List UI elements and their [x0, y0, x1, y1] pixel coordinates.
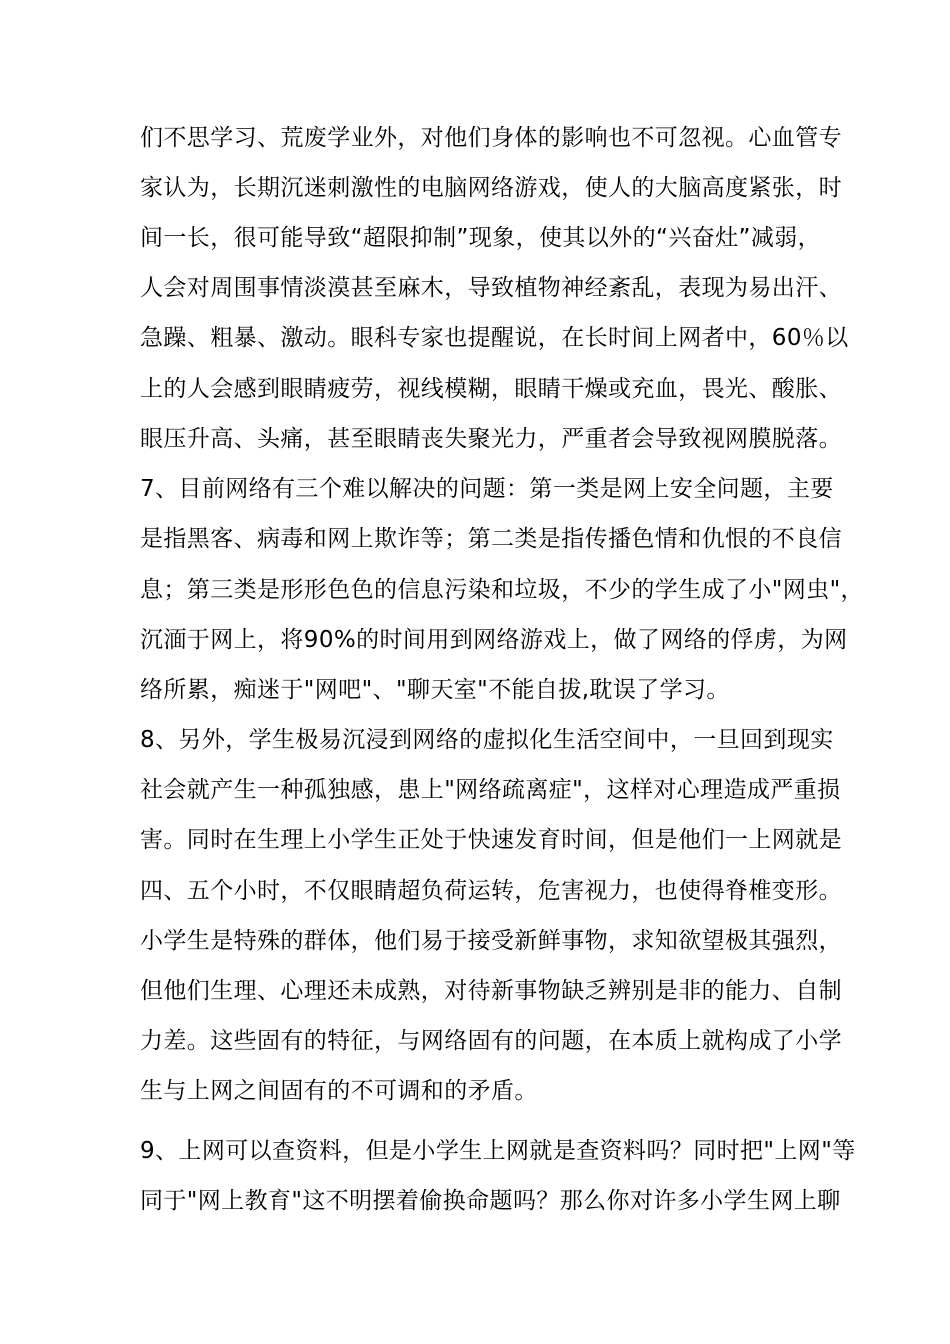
text-line: 8、另外，学生极易沉浸到网络的虚拟化生活空间中，一旦回到现实: [140, 727, 834, 753]
text-line: 上的人会感到眼睛疲劳，视线模糊，眼睛干燥或充血，畏光、酸胀、: [140, 376, 842, 402]
text-line: 眼压升高、头痛，甚至眼睛丧失聚光力，严重者会导致视网膜脱落。: [140, 426, 842, 452]
text-line: 急躁、粗暴、激动。眼科专家也提醒说，在长时间上网者中，60％以: [140, 325, 849, 351]
text-line: 社会就产生一种孤独感，患上"网络疏离症"，这样对心理造成严重损: [140, 777, 841, 803]
text-line: 间一长，很可能导致“超限抑制”现象，使其以外的“兴奋灶”减弱，: [140, 225, 822, 251]
text-line: 四、五个小时，不仅眼睛超负荷运转，危害视力，也使得脊椎变形。: [140, 878, 842, 904]
text-line: 7、目前网络有三个难以解决的问题：第一类是网上安全问题，主要: [140, 476, 834, 502]
text-line: 人会对周围事情淡漠甚至麻木，导致植物神经紊乱，表现为易出汗、: [140, 275, 842, 301]
text-line: 络所累，痴迷于"网吧"、"聊天室"不能自拔,耽误了学习。: [140, 677, 730, 703]
text-line: 生与上网之间固有的不可调和的矛盾。: [140, 1078, 538, 1104]
text-line: 是指黑客、病毒和网上欺诈等；第二类是指传播色情和仇恨的不良信: [140, 526, 842, 552]
text-line: 息；第三类是形形色色的信息污染和垃圾，不少的学生成了小"网虫"，: [140, 577, 864, 603]
text-line: 家认为，长期沉迷刺激性的电脑网络游戏，使人的大脑高度紧张，时: [140, 175, 842, 201]
text-line: 同于"网上教育"这不明摆着偷换命题吗？那么你对许多小学生网上聊: [140, 1188, 841, 1214]
text-line: 力差。这些固有的特征，与网络固有的问题，在本质上就构成了小学: [140, 1028, 842, 1054]
text-line: 害。同时在生理上小学生正处于快速发育时间，但是他们一上网就是: [140, 827, 842, 853]
text-line: 小学生是特殊的群体，他们易于接受新鲜事物，求知欲望极其强烈，: [140, 928, 842, 954]
text-line: 9、上网可以查资料，但是小学生上网就是查资料吗？同时把"上网"等: [140, 1138, 856, 1164]
text-line: 们不思学习、荒废学业外，对他们身体的影响也不可忽视。心血管专: [140, 125, 842, 151]
text-line: 但他们生理、心理还未成熟，对待新事物缺乏辨别是非的能力、自制: [140, 978, 842, 1004]
text-line: 沉湎于网上，将90%的时间用到网络游戏上，做了网络的俘虏，为网: [140, 627, 848, 653]
